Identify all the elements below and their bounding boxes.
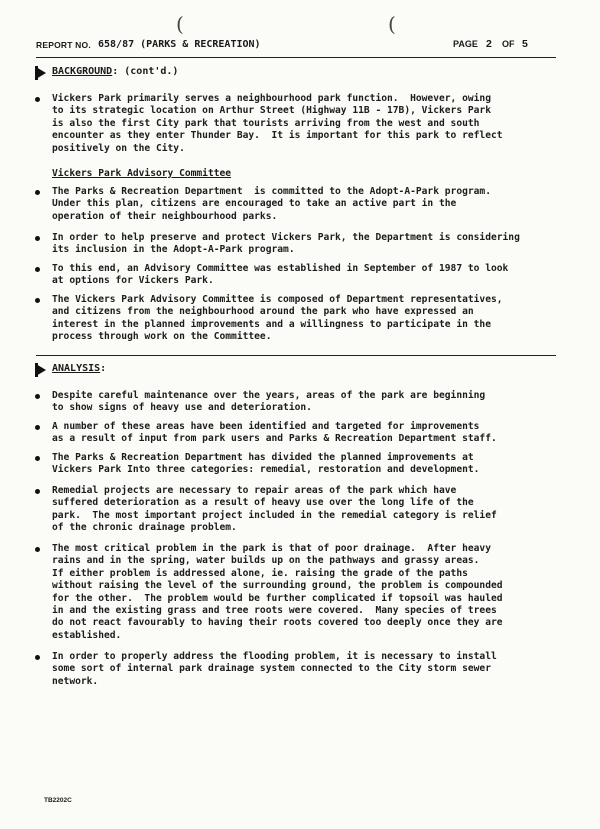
committee-paragraph: In order to help preserve and protect Vickers Park, the Department is considering its inclusion in the Adopt-A-Park program. [52, 232, 520, 256]
bullet-icon [35, 97, 40, 102]
bullet-icon [35, 394, 40, 399]
bullet-icon [35, 456, 40, 461]
section-divider-rule [36, 355, 556, 356]
analysis-paragraph: In order to properly address the flooding problem, it is necessary to install some sort of internal park drainage system connected to the City storm sewer network. [52, 651, 497, 687]
committee-paragraph: The Vickers Park Advisory Committee is composed of Department representatives, and citizens from the neighbourhood around the park who have expressed an interest in the planned improvements and a willingness to participate in the process through work on the Committee. [52, 294, 503, 343]
punch-hole-mark-right: ( [388, 12, 396, 36]
analysis-paragraph: A number of these areas have been identified and targeted for improvements as a result of input from park users and Parks & Recreation Department staff. [52, 421, 497, 445]
committee-paragraph: To this end, an Advisory Committee was established in September of 1987 to look at options for Vickers Park. [52, 263, 509, 287]
report-number: 658/87 (PARKS & RECREATION) [98, 39, 261, 50]
section-title: ANALYSIS: [52, 363, 107, 374]
report-number-label: REPORT NO. [36, 40, 91, 50]
section-arrow-icon [36, 364, 46, 376]
punch-hole-mark-left: ( [176, 12, 184, 36]
committee-paragraph: The Parks & Recreation Department is committed to the Adopt-A-Park program. Under this plan, citizens are encouraged to take an active part in the operation of their neighbourhood parks. [52, 186, 491, 222]
background-paragraph: Vickers Park primarily serves a neighbourhood park function. However, owing to its strategic location on Arthur Street (Highway 11B - 17B), Vickers Park is also the first City park that tourists arriving from the west and south encounter as they enter Thunder Bay. It is important for this park to reflect positively on the City. [52, 93, 503, 154]
section-title: BACKGROUND: (cont'd.) [52, 66, 179, 77]
bullet-icon [35, 489, 40, 494]
bullet-icon [35, 267, 40, 272]
analysis-paragraph: Remedial projects are necessary to repair areas of the park which have suffered deterioration as a result of heavy use over the long life of the park. The most important project included in the remedial category is relief of the chronic drainage problem. [52, 485, 497, 534]
form-code: TB2202C [44, 797, 72, 804]
analysis-paragraph: Despite careful maintenance over the years, areas of the park are beginning to show signs of heavy use and deterioration. [52, 390, 486, 414]
bullet-icon [35, 298, 40, 303]
committee-subheading: Vickers Park Advisory Committee [52, 168, 232, 179]
page-number: 2 [486, 38, 492, 50]
page-total: 5 [522, 38, 528, 50]
bullet-icon [35, 190, 40, 195]
page-label: PAGE [453, 39, 478, 49]
bullet-icon [35, 236, 40, 241]
header-rule [36, 57, 556, 58]
bullet-icon [35, 547, 40, 552]
bullet-icon [35, 655, 40, 660]
analysis-paragraph: The Parks & Recreation Department has divided the planned improvements at Vickers Park Into three categories: remedial, restoration and development. [52, 452, 480, 476]
bullet-icon [35, 425, 40, 430]
of-label: OF [502, 39, 515, 49]
section-arrow-icon [36, 67, 46, 79]
analysis-paragraph: The most critical problem in the park is that of poor drainage. After heavy rains and in the spring, water builds up on the pathways and grassy areas. If either problem is addressed alone, ie. raising the grade of the paths without raising the level of the surrounding ground, the problem is compounded for the other. The problem would be further complicated if topsoil was hauled in and the existing grass and tree roots were covered. Many species of trees do not react favourably to having their roots covered too deeply once they are established. [52, 543, 503, 641]
report-header [36, 38, 556, 54]
